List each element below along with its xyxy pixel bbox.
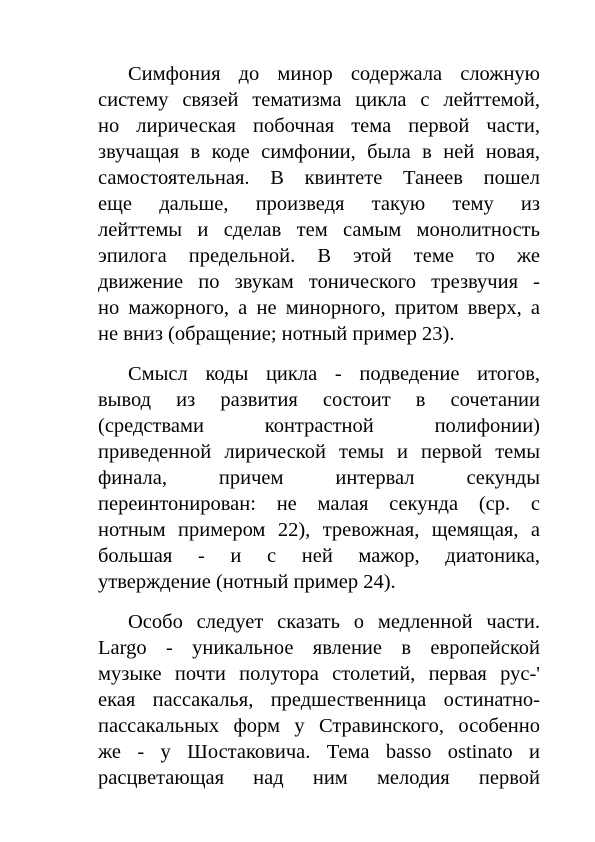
- paragraph-1: [98, 61, 540, 347]
- text-line: екая пассакалья, предшественница остинатно-: [98, 689, 540, 711]
- text-line: самостоятельная. В квинтете Танеев пошел: [98, 167, 540, 189]
- text-line: приведенной лирической темы и первой темы: [98, 441, 540, 463]
- text-line: Особо следует сказать о медленной части.: [128, 611, 540, 633]
- text-line: нотным примером 22), тревожная, щемящая, а: [98, 519, 540, 541]
- text-line: звучащая в коде симфонии, была в ней новая,: [98, 141, 540, 163]
- text-line: же - у Шостаковича. Тема basso ostinato и: [98, 741, 540, 763]
- text-line: переинтонирован: не малая секунда (ср. с: [98, 493, 540, 515]
- text-line: (средствами контрастной полифонии): [98, 415, 540, 437]
- text-line: музыке почти полутора столетий, первая рус-': [98, 663, 540, 685]
- text-line: расцветающая над ним мелодия первой: [98, 767, 540, 789]
- text-line: систему связей тематизма цикла с лейттемой,: [98, 89, 540, 111]
- text-line: Смысл коды цикла - подведение итогов,: [128, 363, 540, 385]
- text-line: не вниз (обращение; нотный пример 23).: [98, 323, 455, 345]
- text-line: эпилога предельной. В этой теме то же: [98, 245, 540, 267]
- text-line: утверждение (нотный пример 24).: [98, 571, 396, 593]
- text-line: пассакальных форм у Стравинского, особенно: [98, 715, 540, 737]
- text-line: Largo - уникальное явление в европейской: [98, 637, 540, 659]
- text-line: большая - и с ней мажор, диатоника,: [98, 545, 540, 567]
- paragraph-3: [98, 609, 540, 791]
- text-line: но лирическая побочная тема первой части,: [98, 115, 540, 137]
- text-line: финала, причем интервал секунды: [98, 467, 540, 489]
- paragraph-2: [98, 361, 540, 595]
- body-text: [98, 61, 540, 805]
- text-line: движение по звукам тонического трезвучия -: [98, 271, 540, 293]
- text-line: но мажорного, а не минорного, притом вверх, а: [98, 297, 540, 319]
- text-line: лейттемы и сделав тем самым монолитность: [98, 219, 540, 241]
- text-line: Симфония до минор содержала сложную: [128, 63, 540, 85]
- text-line: вывод из развития состоит в сочетании: [98, 389, 540, 411]
- text-line: еще дальше, произведя такую тему из: [98, 193, 540, 215]
